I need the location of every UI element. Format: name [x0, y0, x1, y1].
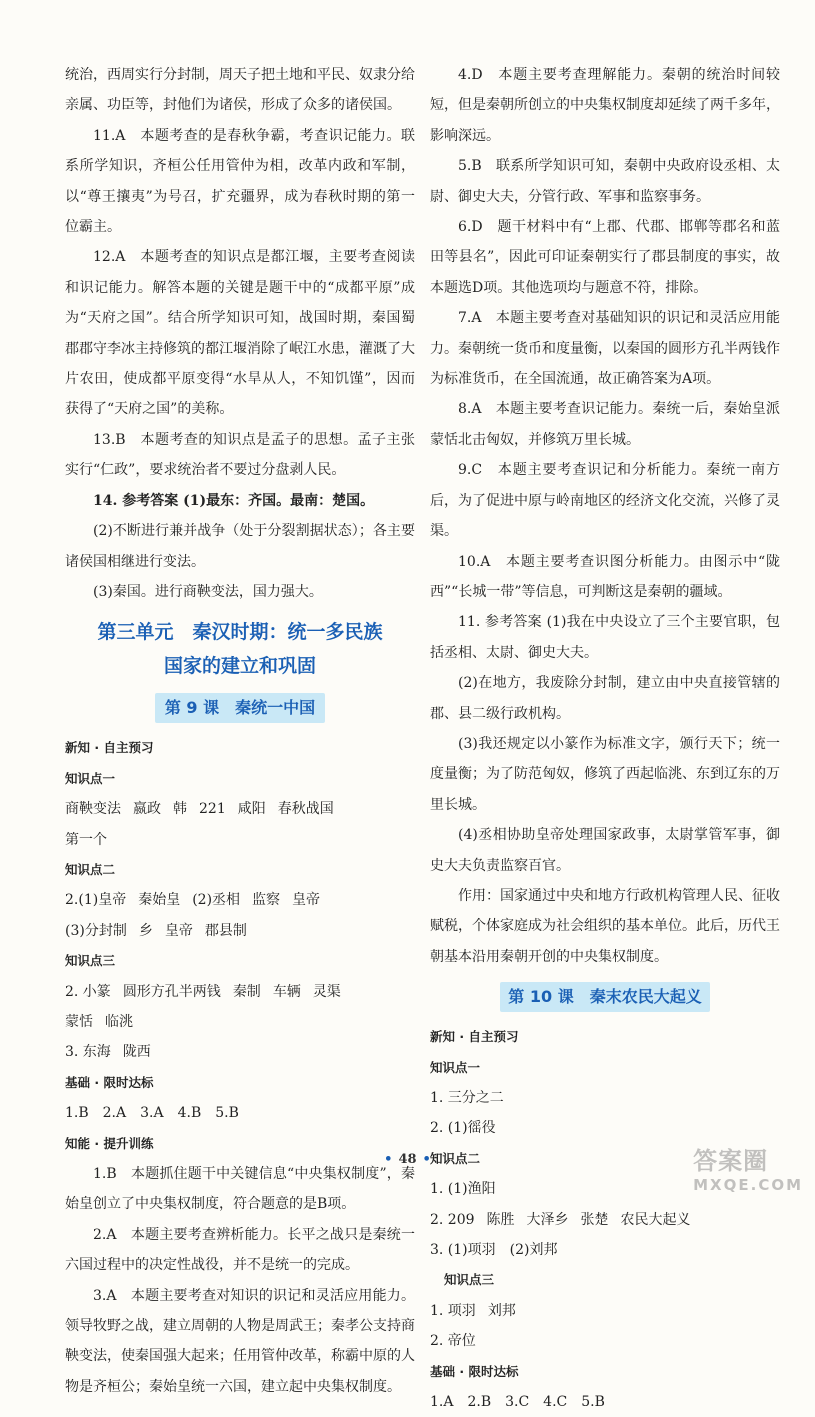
blank: 嬴政 [133, 801, 161, 818]
answer-2: 2.A 本题主要考查辨析能力。长平之战只是秦统一六国过程中的决定性战役，并不是统一的完成。 [65, 1226, 415, 1274]
paragraph: 统治，西周实行分封制，周天子把土地和平民、奴隶分给亲属、功臣等，封他们为诸侯，形成了众多的诸侯国。 [65, 67, 415, 114]
lesson-9-title: 第 9 课 秦统一中国 [155, 693, 325, 723]
k1-answers [65, 794, 415, 824]
mc-answers: 1.A 2.B 3.C 4.C 5.B [430, 1394, 605, 1411]
answer-7: 7.A 本题主要考查对基础知识的识记和灵活应用能力。秦朝统一货币和度量衡，以秦国的圆形方孔半两钱作为标准货币，在全国流通，故正确答案为A项。 [430, 310, 780, 388]
k3-answers-3 [65, 1037, 415, 1067]
blank: 大泽乡 [526, 1211, 569, 1228]
answer-4: 4.D 本题主要考查理解能力。秦朝的统治时间较短，但是秦朝所创立的中央集权制度却延续了两千多年，影响深远。 [430, 67, 780, 144]
knowledge-point-2: 知识点二 [65, 861, 116, 877]
k2-answer-2 [430, 1205, 780, 1235]
k3-answer-1 [430, 1296, 780, 1326]
blank: 2. 209 [430, 1211, 475, 1228]
section-heading: 基础 · 限时达标 [430, 1363, 519, 1379]
blank: 张楚 [580, 1211, 609, 1228]
k1-answer-1: 1. 三分之二 [430, 1090, 504, 1106]
k3-answers [65, 977, 415, 1007]
unit-title [65, 615, 415, 683]
watermark-logo [693, 1141, 803, 1194]
blank: 圆形方孔半两钱 [122, 983, 221, 1000]
k2-answer-1: 1. (1)渔阳 [430, 1181, 496, 1198]
answer-13: 13.B 本题考查的知识点是孟子的思想。孟子主张实行“仁政”，要求统治者不要过分盘剥人民。 [65, 431, 415, 479]
knowledge-point-1: 知识点一 [430, 1059, 481, 1075]
blank: 秦制 [232, 983, 261, 1000]
blank: (2)丞相 [192, 892, 241, 909]
answer-10: 10.A 本题主要考查识图分析能力。由图示中“陇西”“长城一带”等信息，可判断这是秦朝的疆域。 [430, 553, 780, 600]
blank: 2. 小篆 [65, 983, 111, 1000]
k2-answer-3: 3. (1)项羽 (2)刘邦 [430, 1242, 558, 1259]
answer-12: 12.A 本题考查的知识点是都江堰，主要考查阅读和识记能力。解答本题的关键是题干中的“成都平原”成为“天府之国”。结合所学知识可知，战国时期，秦国蜀郡郡守李冰主持修筑的都江堰消除了岷江水患，灌溉了大片农田，使成都平原变得“水旱从人，不知饥馑”，因而获得了“天府之国”的美称。 [65, 249, 415, 418]
blank: 皇帝 [292, 892, 321, 909]
right-column [430, 60, 780, 1417]
answer-1: 1.B 本题抓住题干中关键信息“中央集权制度”，秦始皇创立了中央集权制度，符合题意的是B项。 [65, 1166, 415, 1213]
answer-8: 8.A 本题主要考查识记能力。秦统一后，秦始皇派蒙恬北击匈奴，并修筑万里长城。 [430, 401, 780, 448]
blank: 春秋战国 [277, 801, 334, 818]
knowledge-point-2: 知识点二 [430, 1150, 481, 1166]
answer-3: 3.A 本题主要考查对知识的识记和灵活应用能力。领导牧野之战，建立周朝的人物是周武王；秦孝公支持商鞅变法，使秦国强大起来；任用管仲改革，称霸中原的人物是齐桓公；秦始皇统一六国，建立起中央集权制度。 [65, 1287, 415, 1395]
answer-11-2: (2)在地方，我废除分封制，建立由中央直接管辖的郡、县二级行政机构。 [430, 675, 780, 722]
bullet-icon: • [384, 1152, 393, 1167]
knowledge-point-1: 知识点一 [65, 770, 116, 786]
watermark-text: 答案圈 [693, 1147, 769, 1175]
mc-answers: 1.B 2.A 3.A 4.B 5.B [65, 1105, 239, 1122]
blank: 临洮 [105, 1013, 133, 1030]
blank: 陈胜 [486, 1211, 515, 1228]
blank: 咸阳 [237, 801, 266, 818]
blank: 郡县制 [204, 922, 247, 939]
blank: 3. 东海 [65, 1044, 111, 1061]
blank: 秦始皇 [138, 892, 181, 909]
answer-5: 5.B 联系所学知识可知，秦朝中央政府设丞相、太尉、御史大夫，分管行政、军事和监察事务。 [430, 158, 780, 205]
blank: 灵渠 [312, 983, 341, 1000]
knowledge-point-3: 知识点三 [65, 953, 116, 969]
blank: 监察 [252, 892, 281, 909]
answer-11-3: (3)我还规定以小篆作为标准文字，颁行天下；统一度量衡；为了防范匈奴，修筑了西起临洮、东到辽东的万里长城。 [430, 735, 780, 813]
blank: 陇西 [122, 1044, 151, 1061]
k2-answers [65, 885, 415, 915]
blank: 韩 [173, 801, 187, 818]
k1-answers-2: 第一个 [65, 831, 107, 848]
k3-answer-2: 2. 帝位 [430, 1333, 476, 1350]
blank: 221 [199, 801, 226, 818]
unit-title-line-2: 国家的建立和巩固 [163, 655, 316, 678]
watermark-url: MXQE.COM [693, 1176, 803, 1194]
blank: 刘邦 [487, 1302, 516, 1319]
answer-11: 11. 参考答案 (1)我在中央设立了三个主要官职，包括丞相、太尉、御史大夫。 [430, 614, 780, 661]
blank: 2.(1)皇帝 [65, 892, 127, 909]
blank: 农民大起义 [620, 1211, 691, 1228]
k3-answers-2 [65, 1007, 415, 1037]
answer-11-5: 作用：国家通过中央和地方行政机构管理人民、征收赋税，个体家庭成为社会组织的基本单位。此后，历代王朝基本沿用秦朝开创的中央集权制度。 [430, 887, 780, 965]
answer-14-3: (3)秦国。进行商鞅变法，国力强大。 [93, 583, 323, 600]
blank: 商鞅变法 [65, 801, 121, 818]
blank: 乡 [138, 922, 153, 939]
blank: (3)分封制 [65, 922, 127, 939]
left-column [65, 60, 415, 1402]
knowledge-point-3: 知识点三 [444, 1272, 495, 1288]
unit-title-line-1: 第三单元 秦汉时期：统一多民族 [97, 621, 383, 644]
blank: 蒙恬 [65, 1013, 93, 1030]
answer-14: 14. 参考答案 (1)最东：齐国。最南：楚国。 [93, 492, 375, 509]
section-heading: 新知 · 自主预习 [430, 1029, 519, 1045]
answer-11: 11.A 本题考查的是春秋争霸，考查识记能力。联系所学知识，齐桓公任用管仲为相，改革内政和军制，以“尊王攘夷”为号召，扩充疆界，成为春秋时期的第一位霸主。 [65, 127, 415, 236]
blank: 车辆 [272, 983, 301, 1000]
page-number-value: 48 [398, 1152, 417, 1167]
lesson-10-title: 第 10 课 秦末农民大起义 [500, 982, 710, 1012]
section-heading: 基础 · 限时达标 [65, 1074, 154, 1090]
section-heading: 新知 · 自主预习 [65, 740, 154, 756]
bullet-icon: • [422, 1152, 431, 1167]
answer-14-2: (2)不断进行兼并战争（处于分裂割据状态）；各主要诸侯国相继进行变法。 [65, 523, 415, 570]
answer-11-4: (4)丞相协助皇帝处理国家政事，太尉掌管军事，御史大夫负责监察百官。 [430, 827, 780, 874]
k2-answers-2 [65, 916, 415, 946]
blank: 1. 项羽 [430, 1302, 476, 1319]
k1-answer-2: 2. (1)徭役 [430, 1120, 496, 1137]
blank: 皇帝 [164, 922, 193, 939]
answer-6: 6.D 题干材料中有“上郡、代郡、邯郸等郡名和蓝田等县名”，因此可印证秦朝实行了郡县制度的事实，故本题选D项。其他选项均与题意不符，排除。 [430, 219, 780, 296]
answer-9: 9.C 本题主要考查识记和分析能力。秦统一南方后，为了促进中原与岭南地区的经济文化交流，兴修了灵渠。 [430, 462, 780, 540]
section-heading: 知能 · 提升训练 [65, 1135, 154, 1151]
